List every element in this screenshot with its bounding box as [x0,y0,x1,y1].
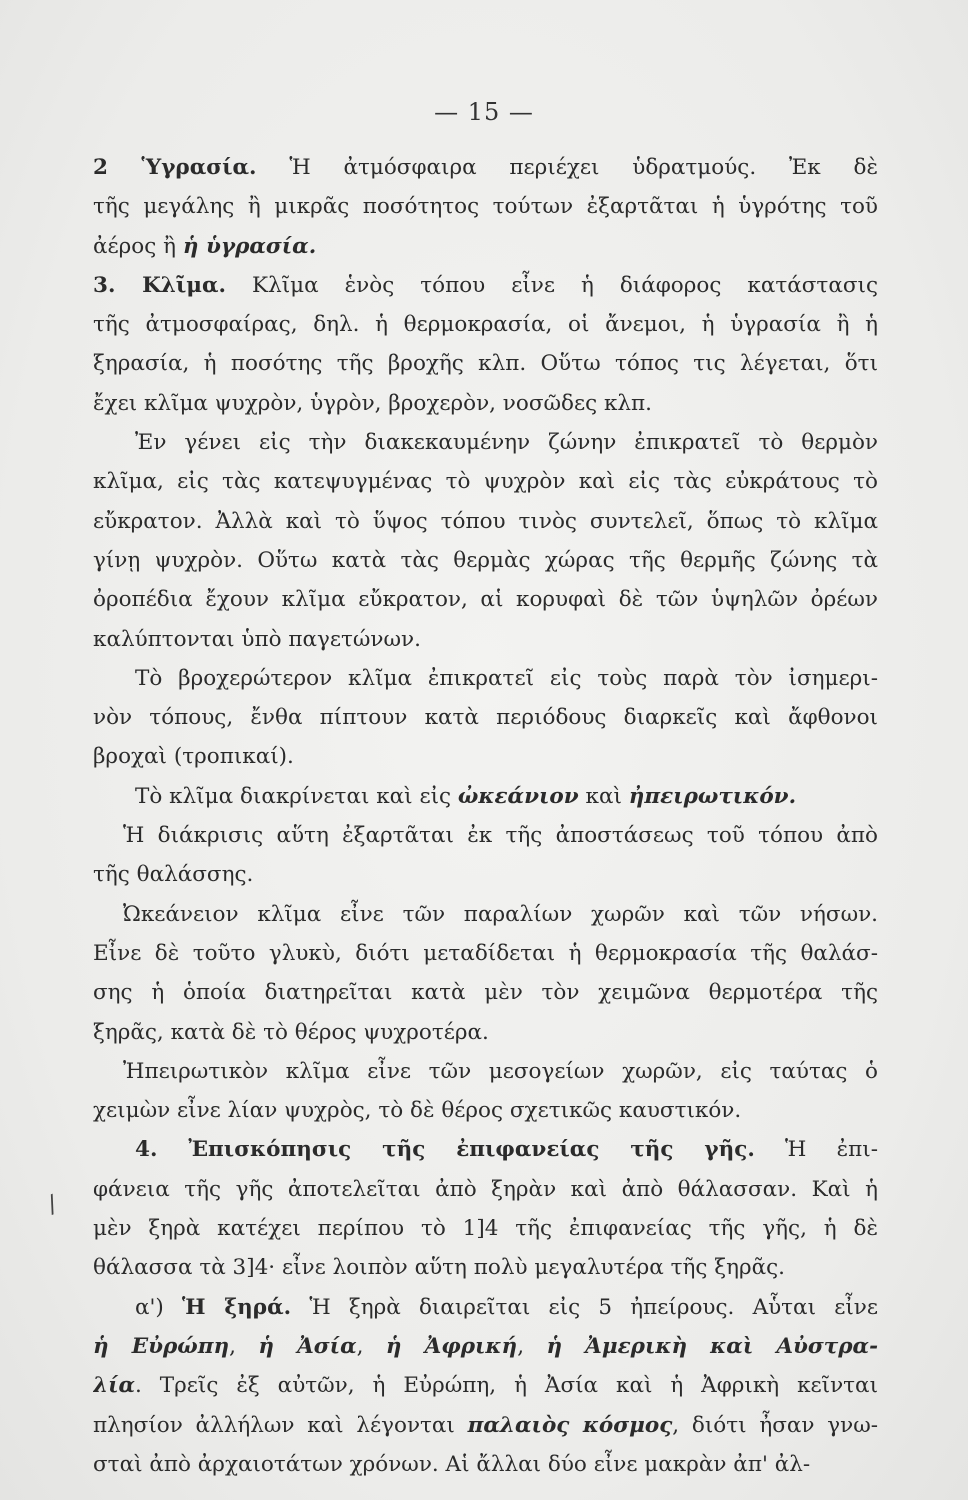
text-line [93,737,878,776]
emphasized-text: ἡ Ἀμερικὴ καὶ Αὐστρα- [546,1333,878,1359]
text-run: ξηρᾶς, κατὰ δὲ τὸ θέρος ψυχροτέρα. [93,1019,489,1045]
text-run: ξηρασία, ἡ ποσότης τῆς βροχῆς κλπ. Οὕτω τόπος τις λέγεται, ὅτι [93,351,878,377]
text-line [93,1248,878,1287]
text-line [93,1209,878,1248]
text-line [93,148,878,187]
text-run: σταὶ ἀπὸ ἀρχαιοτάτων χρόνων. Αἱ ἄλλαι δύο εἶνε μακρὰν ἀπ' ἀλ- [93,1451,811,1477]
text-line [93,1288,878,1327]
text-run: , [356,1333,386,1359]
text-run: σης ἡ ὁποία διατηρεῖται κατὰ μὲν τὸν χειμῶνα θερμοτέρα τῆς [93,980,878,1006]
text-line [93,462,878,501]
text-run: πλησίον ἀλλήλων καὶ λέγονται [93,1412,468,1438]
text-run: Εἶνε δὲ τοῦτο γλυκὺ, διότι μεταδίδεται ἡ θερμοκρασία τῆς θαλάσ- [93,940,878,966]
text-line [93,305,878,344]
emphasized-text: ἡ Ἀσία [258,1333,357,1359]
text-line [93,1013,878,1052]
text-line [93,502,878,541]
text-line [93,895,878,934]
text-line [93,580,878,619]
emphasized-text: ἡ Εὐρώπη [93,1333,230,1359]
margin-pencil-mark: / [43,1189,61,1219]
text-line [93,1366,878,1405]
text-line [93,1170,878,1209]
text-run: καλύπτονται ὑπὸ παγετώνων. [93,626,421,652]
text-line [93,1327,878,1366]
text-run: τῆς ἀτμοσφαίρας, δηλ. ἡ θερμοκρασία, οἱ ἄνεμοι, ἡ ὑγρασία ἢ ἡ [93,312,878,338]
text-run: , [229,1333,259,1359]
text-line [93,344,878,383]
emphasized-text: 3. Κλῖμα. [93,272,227,298]
text-run: α') [135,1294,183,1320]
text-run: θάλασσα τὰ 3]4· εἶνε λοιπὸν αὕτη πολὺ μεγαλυτέρα τῆς ξηρᾶς. [93,1255,785,1281]
text-run: Ἐν γένει εἰς τὴν διακεκαυμένην ζώνην ἐπικρατεῖ τὸ θερμὸν [135,430,878,456]
text-line [93,1130,878,1169]
text-run: εὔκρατον. Ἀλλὰ καὶ τὸ ὕψος τόπου τινὸς συντελεῖ, ὅπως τὸ κλῖμα [93,508,878,534]
emphasized-text: παλαιὸς κόσμος [467,1412,673,1438]
emphasized-text: 2 Ὑγρασία. [93,155,257,180]
text-run: γίνῃ ψυχρὸν. Οὕτω κατὰ τὰς θερμὰς χώρας τῆς θερμῆς ζώνης τὰ [93,547,878,573]
text-line [93,777,878,816]
text-run: τῆς θαλάσσης. [93,862,254,888]
text-run: ὀροπέδια ἔχουν κλῖμα εὔκρατον, αἱ κορυφαὶ δὲ τῶν ὑψηλῶν ὀρέων [93,587,878,613]
text-run: ἔχει κλῖμα ψυχρὸν, ὑγρὸν, βροχερὸν, νοσῶδες κλπ. [93,390,653,416]
text-run: Τὸ βροχερώτερον κλῖμα ἐπικρατεῖ εἰς τοὺς παρὰ τὸν ἰσημερι- [135,665,878,691]
text-run: , [517,1333,547,1359]
text-run: Ἡ διάκρισις αὕτη ἐξαρτᾶται ἐκ τῆς ἀποστάσεως τοῦ τόπου ἀπὸ [123,823,878,849]
text-run: χειμὼν εἶνε λίαν ψυχρὸς, τὸ δὲ θέρος σχετικῶς καυστικόν. [93,1098,742,1124]
body-text [93,148,878,1484]
emphasized-text: ὠκεάνιον [457,783,579,809]
text-run: κλῖμα, εἰς τὰς κατεψυγμένας τὸ ψυχρὸν καὶ εἰς τὰς εὐκράτους τὸ [93,469,878,495]
emphasized-text: λία [93,1373,136,1399]
text-line [93,187,878,226]
text-line [93,541,878,580]
page-number: — 15 — [434,98,534,126]
text-run: . Τρεῖς ἐξ αὐτῶν, ἡ Εὐρώπη, ἡ Ἀσία καὶ ἡ Ἀφρικὴ κεῖνται [135,1373,878,1399]
text-run: Ἡ ξηρὰ διαιρεῖται εἰς 5 ἠπείρους. Αὗται εἶνε [291,1294,878,1320]
text-line [93,1406,878,1445]
text-run: Ἡ ἀτμόσφαιρα περιέχει ὑδρατμούς. Ἐκ δὲ [256,155,878,180]
text-run: νὸν τόπους, ἔνθα πίπτουν κατὰ περιόδους διαρκεῖς καὶ ἄφθονοι [93,705,878,731]
text-line [93,934,878,973]
text-run: Ἠπειρωτικὸν κλῖμα εἶνε τῶν μεσογείων χωρῶν, εἰς ταύτας ὁ [123,1058,878,1084]
text-run: φάνεια τῆς γῆς ἀποτελεῖται ἀπὸ ξηρὰν καὶ ἀπὸ θάλασσαν. Καὶ ἡ [93,1176,878,1202]
text-line [93,1052,878,1091]
text-run: Ἡ ἐπι- [754,1137,878,1163]
text-line [93,384,878,423]
text-line [93,816,878,855]
text-run: Τὸ κλῖμα διακρίνεται καὶ εἰς [135,783,458,809]
text-run: Κλῖμα ἑνὸς τόπου εἶνε ἡ διάφορος κατάστασις [226,272,878,298]
text-line [93,423,878,462]
emphasized-text: Ἡ ξηρά. [182,1294,292,1320]
text-line [93,698,878,737]
text-run: μὲν ξηρὰ κατέχει περίπου τὸ 1]4 τῆς ἐπιφανείας τῆς γῆς, ἡ δὲ [93,1216,878,1242]
text-line [93,227,878,266]
emphasized-text: ἡ Ἀφρική [385,1333,518,1359]
text-run: Ὠκεάνειον κλῖμα εἶνε τῶν παραλίων χωρῶν καὶ τῶν νήσων. [123,901,878,927]
emphasized-text: ἠπειρωτικόν. [628,783,797,809]
text-line [93,1091,878,1130]
text-line [93,266,878,305]
text-line [93,620,878,659]
text-run: τῆς μεγάλης ἢ μικρᾶς ποσότητος τούτων ἐξαρτᾶται ἡ ὑγρότης τοῦ [93,194,878,220]
text-line [93,1445,878,1484]
text-line [93,659,878,698]
text-run: βροχαὶ (τροπικαί). [93,744,294,770]
text-run: , διότι ἦσαν γνω- [672,1412,878,1438]
emphasized-text: ἡ ὑγρασία. [182,233,317,259]
text-run: ἀέρος ἢ [93,233,183,259]
text-line [93,973,878,1012]
text-run: καὶ [578,783,629,809]
emphasized-text: 4. Ἐπισκόπησις τῆς ἐπιφανείας τῆς γῆς. [135,1137,755,1163]
text-line [93,855,878,894]
